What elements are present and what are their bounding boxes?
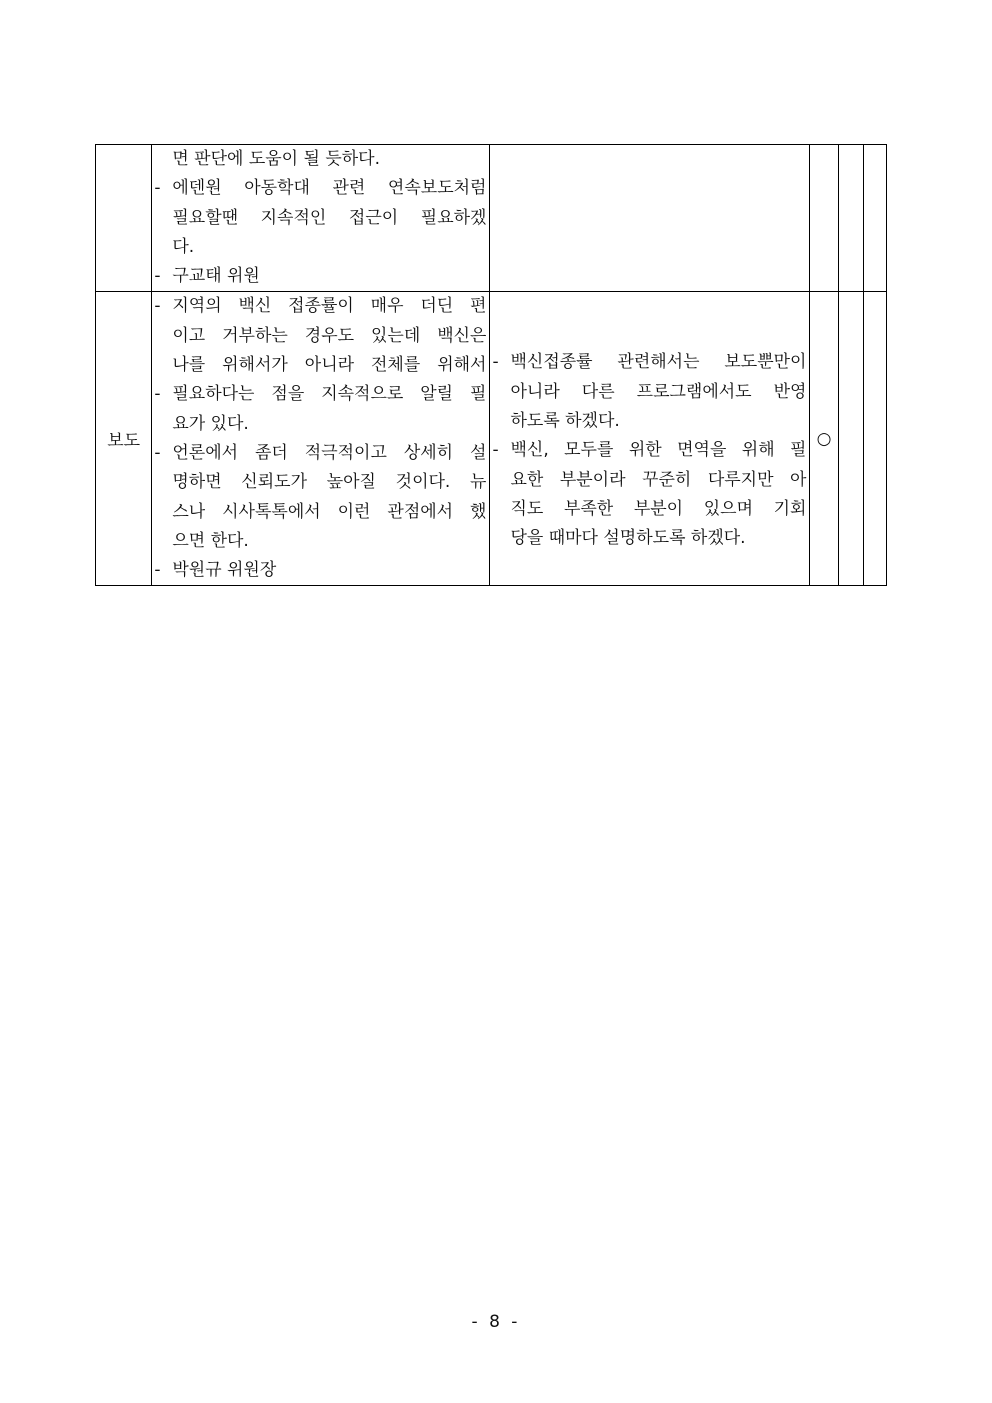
line-text: 요한 부분이라 꾸준히 다루지만 아 — [510, 469, 807, 490]
answer-cell — [490, 292, 810, 586]
line-text: 박원규 위원장 — [172, 560, 277, 581]
line-text: 에덴원 아동학대 관련 연속보도처럼 — [172, 178, 487, 199]
bullet-dash: - — [154, 178, 161, 199]
line-text: 백신, 모두를 위한 면역을 위해 필 — [510, 440, 807, 461]
text-line — [490, 524, 809, 553]
line-text: 당을 때마다 설명하도록 하겠다. — [510, 528, 746, 549]
bullet-dash: - — [154, 266, 161, 287]
text-line — [152, 262, 489, 291]
text-line — [490, 466, 809, 495]
text-line — [490, 378, 809, 407]
bullet-dash: - — [492, 440, 499, 461]
bullet-dash: - — [154, 560, 161, 581]
text-line — [152, 292, 489, 321]
bullet-dash: - — [154, 296, 161, 317]
line-text: 백신접종률 관련해서는 보도뿐만이 — [510, 352, 807, 373]
line-text: 나를 위해서가 아니라 전체를 위해서 — [172, 355, 487, 376]
text-line — [152, 322, 489, 351]
line-text: 명하면 신뢰도가 높아질 것이다. 뉴 — [172, 472, 487, 493]
text-line — [152, 468, 489, 497]
text-line — [152, 556, 489, 585]
line-text: 면 판단에 도움이 될 듯하다. — [172, 149, 381, 169]
line-text: 필요할땐 지속적인 접근이 필요하겠 — [172, 207, 487, 228]
text-line — [490, 407, 809, 436]
bullet-dash: - — [154, 384, 161, 405]
bullet-dash: - — [492, 352, 499, 373]
line-text: 다. — [172, 236, 195, 257]
opinion-cell — [152, 292, 490, 586]
category-cell: 보도 — [96, 292, 152, 586]
line-text: 요가 있다. — [172, 413, 249, 434]
table-row — [96, 292, 887, 586]
line-text: 아니라 다른 프로그램에서도 반영 — [510, 381, 807, 402]
text-line — [152, 498, 489, 527]
text-line — [152, 380, 489, 409]
opinion-cell — [152, 145, 490, 292]
bullet-dash: - — [154, 442, 161, 463]
text-line — [152, 351, 489, 380]
answer-cell — [490, 145, 810, 292]
empty-cell — [863, 292, 886, 586]
table-body — [96, 145, 887, 586]
empty-cell — [863, 145, 886, 292]
text-line — [152, 233, 489, 262]
text-line — [152, 174, 489, 203]
text-line — [152, 410, 489, 439]
line-text: 언론에서 좀더 적극적이고 상세히 설 — [172, 442, 487, 463]
line-text: 으면 한다. — [172, 530, 249, 551]
text-line — [152, 145, 489, 174]
text-line — [490, 348, 809, 377]
text-line — [152, 204, 489, 233]
empty-cell — [838, 145, 863, 292]
check-cell: ○ — [810, 292, 838, 586]
line-text: 지역의 백신 접종률이 매우 더딘 편 — [172, 296, 487, 317]
line-text: 필요하다는 점을 지속적으로 알릴 필 — [172, 384, 487, 405]
text-line — [152, 439, 489, 468]
text-line — [490, 495, 809, 524]
category-cell — [96, 145, 152, 292]
empty-cell — [838, 292, 863, 586]
line-text: 이고 거부하는 경우도 있는데 백신은 — [172, 325, 487, 346]
text-line — [490, 436, 809, 465]
line-text: 구교태 위원 — [172, 266, 260, 287]
text-line — [152, 527, 489, 556]
check-cell — [810, 145, 838, 292]
line-text: 스나 시사톡톡에서 이런 관점에서 했 — [172, 501, 487, 522]
line-text: 하도록 하겠다. — [510, 411, 620, 432]
table-row — [96, 145, 887, 292]
page-number: - 8 - — [471, 1312, 521, 1332]
minutes-table — [95, 144, 887, 586]
line-text: 직도 부족한 부분이 있으며 기회 — [510, 498, 807, 519]
